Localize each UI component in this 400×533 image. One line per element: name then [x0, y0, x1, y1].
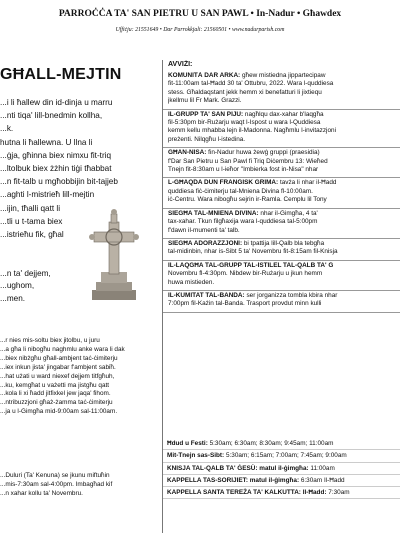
- notice-text: fin-Nadur huwa żewġ gruppi (praesidia): [206, 149, 320, 157]
- mass-times-value: 5:30am; 6:15am; 7:00am; 7:45am; 9:00am: [224, 452, 347, 460]
- notice-item: [163, 239, 400, 261]
- notice-title: IL-GRUPP TA' SAN PIJU:: [168, 110, 244, 118]
- text-line: ...nti tiqa' lill-bnedmin kollha,: [0, 111, 103, 121]
- notice-item: [163, 261, 400, 291]
- text-line: ...mis-7:30am sal-4:00pm. Imbagħad kif: [0, 480, 113, 488]
- parish-name: PARROĊĊA TA' SAN PIETRU U SAN PAWL • In-Nadur • Għawdex: [58, 9, 342, 19]
- prayer-ending: [0, 268, 82, 305]
- text-line: ...iex inkun jista' jingabar f'ambjent sabiħ.: [0, 363, 116, 371]
- mass-times-table: [163, 438, 400, 499]
- mass-times-label: Ħdud u Festi:: [167, 440, 208, 447]
- mass-times-label: KAPPELLA SANTA TEREŻA TA' KALKUTTA: Il-Ħadd:: [167, 489, 327, 497]
- section-title: GĦALL-MEJTIN: [0, 66, 122, 83]
- text-line: ...aghti l-mistrieħ lill-mejtin: [0, 190, 95, 200]
- notice-text: kemm kellu mhabba lejn il-Madonna. Nagħmlu l-invitazzjoni: [168, 127, 337, 135]
- mass-times-value: 6:30am Il-Ħadd: [299, 476, 345, 484]
- text-line: ...ughom,: [0, 281, 35, 291]
- mass-times-value: 7:30am: [326, 489, 350, 497]
- notice-item: [163, 209, 400, 239]
- text-line: ...ltolbuk biex żżhin tiġi tħabbat: [0, 164, 112, 174]
- notice-title: KOMUNITÀ DAR ARKA:: [168, 72, 241, 79]
- text-line: ...k.: [0, 124, 14, 134]
- parish-contacts: Uffiċju: 21551649 • Dar Parrokkjali: 21560501 • www.nadurparish.com: [115, 27, 285, 33]
- mass-times-label: KAPPELLA TAS-SORIJIET: matul il-ġimgħa:: [167, 476, 300, 484]
- opening-hours-note: [0, 472, 160, 499]
- notice-text: jkellmu lil Fr Mark. Grazzi.: [168, 97, 242, 105]
- notice-text: iċ-Ċentru. Wara nibogħu sejrin ir-Ramla. Ċemplu lil Tony: [168, 196, 327, 204]
- notice-text: f'Dar San Pietru u San Pawl fi Triq Diċembru 13: Wieħed: [168, 157, 328, 165]
- notice-item: [163, 71, 400, 110]
- notice-title: GĦAN-NISA:: [168, 149, 207, 157]
- notice-text: nagħlqu dax-xahar b'laqgħa: [243, 110, 324, 118]
- notice-title: IL-KUMITAT TAL-BANDA:: [168, 291, 245, 299]
- text-line: ...kola li xi ħadd jitfixkel jew jaqa' fihom.: [0, 390, 111, 398]
- mass-times-label: KNISJA TAL-QALB TA' ĠESÙ: matul il-ġimgħa:: [167, 464, 309, 472]
- notice-item: [163, 110, 400, 149]
- notice-text: tavża li nhar il-Ħadd: [278, 179, 337, 187]
- notice-title: SIEGĦA ADORAZZJONI:: [168, 239, 243, 247]
- notice-text: huwa mistieden.: [168, 278, 215, 286]
- notice-title: SIEGĦA TAL-MNIENA DIVINA:: [168, 209, 259, 217]
- text-line: ...a għa li nibogħu naghmlu anke wara li dak: [0, 345, 125, 353]
- notice-text: Tnejn fit-8:30am u l-ieħor "Imbierka fost in-Nisa" nhar: [168, 166, 319, 174]
- text-line: ...ġja, għinna biex nimxu fit-triq: [0, 150, 112, 160]
- notice-text: ser jorganizza tombla kbira nhar: [244, 291, 338, 299]
- text-line: ...ja u l-Ġimgħa mid-9:00am sal-11:00am.: [0, 408, 118, 416]
- notices-section: [163, 60, 400, 313]
- text-line: ...i li ħallew din id-dinja u marru: [0, 98, 113, 107]
- text-line: ...ijin, tħalli qatt li: [0, 203, 61, 213]
- text-line: ...n fit-talb u mgħobbijin bit-tajjeb: [0, 177, 118, 187]
- cemetery-note: [0, 337, 160, 417]
- notice-text: Novembru fl-4:30pm. Nibdew bir-Rużarju u jkun hemm: [168, 270, 323, 278]
- notice-text: stess. Għaldaqstant jekk hemm xi benefatturi li jixtiequ: [168, 88, 322, 96]
- text-line: ...ntribuzzjoni għaż-żamma taċ-ċimiterju: [0, 399, 113, 407]
- notice-text: 7:00pm fil-Każin tal-Banda. Trasport provdut minn kulli: [168, 300, 322, 308]
- notice-text: f'dawn il-mumenti ta' talb.: [168, 226, 240, 234]
- mass-times-row: [163, 450, 400, 462]
- text-line: ...n ta' dejjem,: [0, 269, 51, 278]
- text-line: hutna li ħallewna. U llna li: [0, 137, 93, 147]
- mass-times-value: 5:30am; 6:30am; 8:30am; 9:45am; 11:00am: [207, 440, 334, 447]
- notice-text: fil-5:30pm bir-Rużarju waqt l-Ispost u wara l-Quddiesa: [168, 119, 321, 127]
- notice-text: tax-xahar. Tkun filgħaxija wara l-quddiesa tal-5:00pm: [168, 218, 318, 226]
- notice-text: tal-midinbin, nhar is-Sibt 5 ta' Novembru fit-8:15am fil-Knisja: [168, 248, 338, 256]
- notice-text: bi tpattija lill-Qalb bla tebgħa: [242, 239, 325, 247]
- text-line: ...Duluri (Ta' Kenuna) se jkunu miftuħin: [0, 472, 110, 479]
- notice-item: [163, 148, 400, 178]
- text-line: ...ku, kemgħat u vażetti ma jistgħu qatt: [0, 381, 110, 389]
- notice-text: preżenti. Nilqgħu l-istedina.: [168, 135, 246, 143]
- notice-item: [163, 291, 400, 313]
- notice-title: L-GĦAQDA DUN FRANĠISK GRIMA:: [168, 179, 279, 187]
- mass-times-value: 11:00am: [308, 464, 335, 472]
- mass-times-label: Mit-Tnejn sas-Sibt:: [167, 452, 225, 460]
- notice-text: nhar il-Ġimgħa, 4 ta': [258, 209, 318, 217]
- right-column: [162, 60, 400, 533]
- text-line: ...n xahar kollu ta' Novembru.: [0, 489, 83, 497]
- notice-text: quddiesa fiċ-ċimiterju tal-Mniena Divina fl-10:00am.: [168, 187, 313, 195]
- mass-times-row: [163, 438, 400, 450]
- text-line: ...men.: [0, 293, 26, 303]
- parish-header: [0, 0, 400, 44]
- text-line: ...biex nibżgħu għall-ambjent taċ-ċimiterju: [0, 354, 118, 362]
- mass-times-row: [163, 487, 400, 499]
- mass-times-row: [163, 475, 400, 487]
- text-line: ...r nies mis-soltu biex jitolbu, u juru: [0, 337, 100, 344]
- left-column: [0, 60, 160, 530]
- text-line: ...istrieħu fik, għal: [0, 230, 64, 240]
- notice-text: għew mistiedna jippartecipaw: [240, 72, 326, 79]
- notice-text: fit-11:00am tal-Ħadd 30 ta' Ottubru, 2022. Wara l-quddiesa: [168, 80, 334, 88]
- notice-item: [163, 178, 400, 208]
- notices-heading: AVVIŻI:: [168, 61, 193, 68]
- cemetery-cross-image: [86, 202, 142, 302]
- mass-times-row: [163, 463, 400, 475]
- text-line: ...hat użati u ward niexef dejjem titfgħuh,: [0, 372, 115, 380]
- notice-title: IL-LAQGĦA TAL-GRUPP TAL-ISTILEL TAL-QALB TA' Ġ: [168, 261, 334, 269]
- text-line: ...tli u t-tama biex: [0, 216, 63, 226]
